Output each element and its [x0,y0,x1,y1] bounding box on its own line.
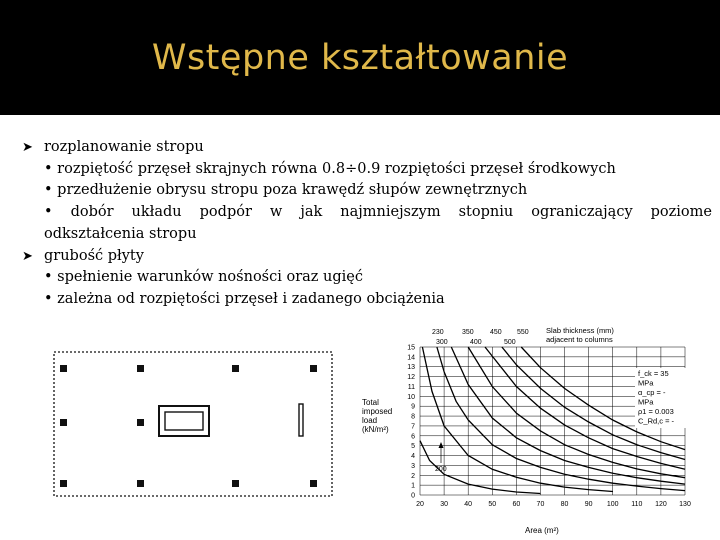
column [137,419,144,426]
opening-inner [165,412,203,430]
column [310,480,317,487]
thickness-label: 230 [432,329,444,336]
section-label: grubość płyty [44,247,144,264]
thickness-label: 350 [462,329,474,336]
parameter-legend [635,368,690,428]
column [60,480,67,487]
chart-title-line2: adjacent to columns [546,335,613,344]
column [137,480,144,487]
bullet-list [22,137,712,311]
x-tick-label: 20 [416,501,424,508]
thickness-label: 400 [470,339,482,346]
x-tick-label: 90 [584,501,593,508]
legend-line: C_Rd,c = - [638,416,675,426]
list-item-continuation: odkształcenia stropu [44,225,197,242]
slab-outline [54,352,332,496]
floor-plan-diagram [52,350,334,498]
legend-line: f_ck = 35 [638,369,669,378]
y-tick-label: 6 [411,433,415,441]
y-tick-label: 7 [411,423,415,431]
slab-thickness-labels [432,329,529,346]
section-slab-thickness [22,246,712,268]
slide-title: Wstępne kształtowanie [151,38,569,78]
list-item: • zależna od rozpiętości przęseł i zadanego obciążenia [44,290,445,307]
thickness-label: 550 [517,329,529,336]
y-tick-label: 8 [411,413,415,421]
y-tick-label: 15 [407,344,415,352]
slab-thickness-chart [340,325,718,538]
x-tick-label: 50 [488,501,497,508]
columns [60,365,317,487]
x-tick-label: 70 [536,501,545,508]
list-item: • rozpiętość przęseł skrajnych równa 0.8÷0.9 rozpiętości przęseł środkowych [44,160,616,177]
y-axis-label-line: load [362,416,378,425]
column [60,419,67,426]
wall-column-right [299,404,303,436]
column [60,365,67,372]
y-tick-label: 3 [411,462,415,470]
arrow-bullet-icon: ➤ [22,140,33,155]
thickness-label: 300 [436,339,448,346]
opening-outer [159,406,209,436]
legend-line: α_cp = - [638,388,666,397]
y-tick-label: 14 [407,354,415,362]
x-tick-label: 110 [631,501,643,508]
x-tick-label: 30 [440,501,448,508]
y-axis-label-line: Total [362,398,379,407]
y-tick-label: 4 [411,453,415,461]
column [232,365,239,372]
x-tick-label: 40 [464,501,473,508]
y-axis-label-line: imposed [362,407,393,416]
column [137,365,144,372]
list-item: • spełnienie warunków nośności oraz ugięć [44,269,363,286]
section-label: rozplanowanie stropu [44,139,204,155]
list-item: • dobór układu podpór w jak najmniejszym stopniu ograniczający poziome [44,204,712,221]
y-tick-label: 10 [407,393,415,401]
section-floor-layout [22,137,712,159]
column [310,365,317,372]
x-tick-label: 100 [606,501,619,508]
x-axis-label: Area (m²) [525,526,559,535]
thickness-label: 450 [490,329,502,336]
legend-line: MPa [638,397,654,407]
chart-title-line1: Slab thickness (mm) [546,326,614,335]
y-tick-label: 9 [411,403,415,411]
legend-line: MPa [638,378,654,388]
y-tick-label: 5 [411,443,415,451]
y-axis-label-line: (kN/m²) [362,425,389,434]
y-axis-label [362,398,392,434]
arrow-bullet-icon: ➤ [22,248,33,264]
y-tick-label: 2 [411,472,415,480]
x-tick-label: 60 [512,501,521,508]
leader-arrowhead [439,442,444,448]
y-tick-label: 11 [407,383,415,391]
y-tick-label: 13 [407,364,415,372]
x-tick-label: 80 [560,501,569,508]
column [232,480,239,487]
list-item: • przedłużenie obrysu stropu poza krawędź słupów zewnętrznych [44,182,528,199]
y-tick-label: 1 [411,482,415,490]
thickness-label: 500 [504,339,516,346]
y-tick-label: 12 [407,374,415,382]
legend-line: ρ1 = 0.003 [638,407,674,416]
x-tick-label: 120 [655,501,667,508]
series-label-200: 200 [435,466,447,473]
y-tick-label: 0 [411,492,415,500]
x-tick-label: 130 [679,501,691,508]
